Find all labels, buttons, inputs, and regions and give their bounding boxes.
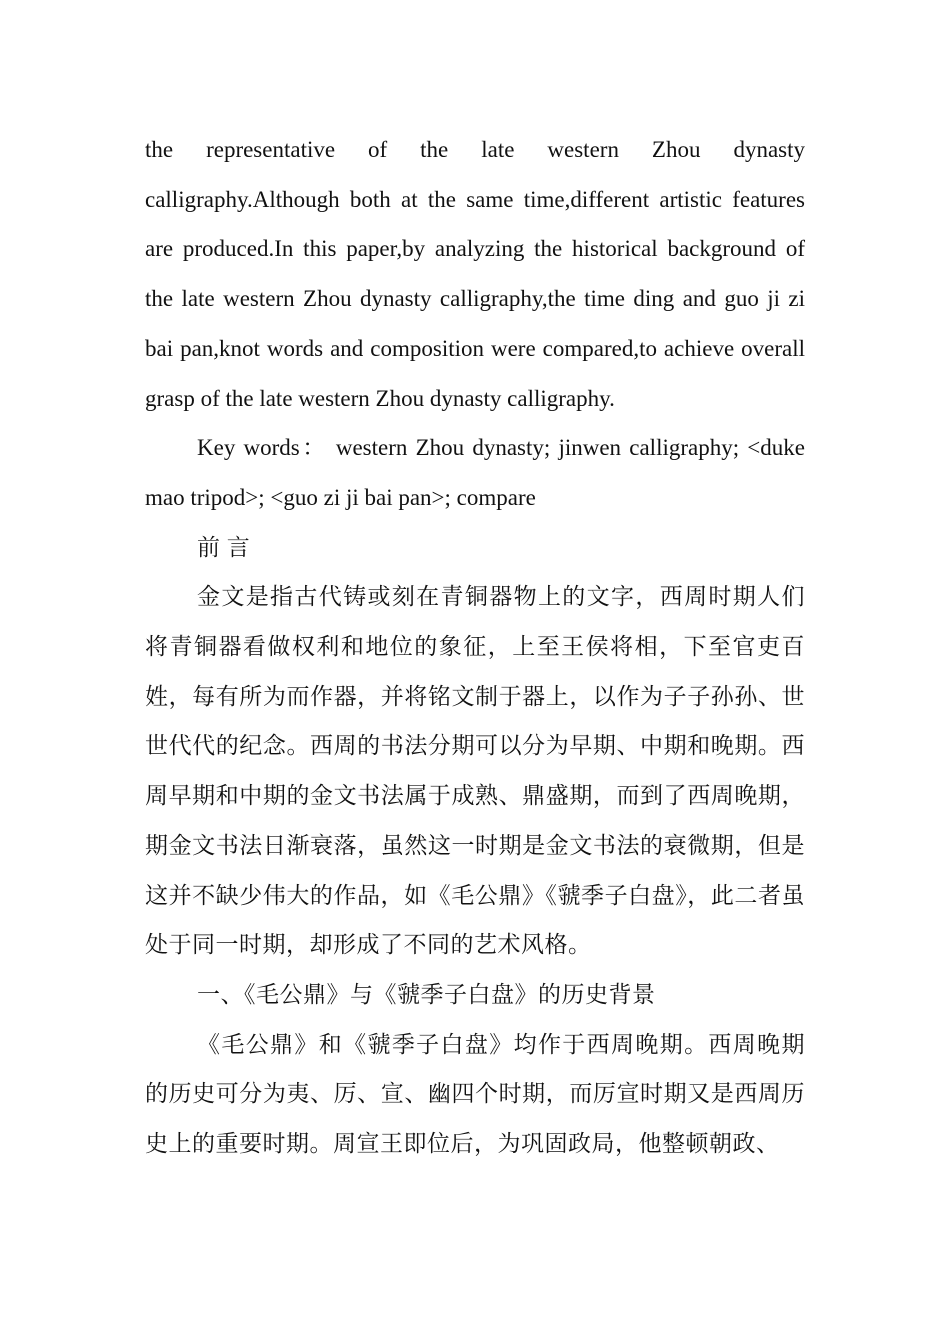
section-1-heading: 一、《毛公鼎》与《虢季子白盘》的历史背景 — [197, 981, 656, 1007]
preface-paragraph: 金文是指古代铸或刻在青铜器物上的文字，西周时期人们将青铜器看做权利和地位的象征，上至王侯将相，下至官吏百姓，每有所为而作器，并将铭文制于器上，以作为子子孙孙、世世代代的纪念。西周的书法分期可以分为早期、中期和晚期。西周早期和中期的金文书法属于成熟、鼎盛期，而到了西周晚期，期金文书法日渐衰落，虽然这一时期是金文书法的衰微期，但是这并不缺少伟大的作品，如《毛公鼎》《虢季子白盘》，此二者虽处于同一时期，却形成了不同的艺术风格。 — [145, 584, 805, 958]
abstract-paragraph: the representative of the late western Zhou dynasty calligraphy.Although both at the same time,different artistic features are produced.In this paper,by analyzing the historical background of the late western Zhou dynasty calligraphy,the time ding and guo ji zi bai pan,knot words and composition were compared,to achieve overall grasp of the late western Zhou dynasty calligraphy. — [145, 137, 805, 411]
document-page — [145, 125, 805, 1169]
section-1-paragraph: 《毛公鼎》和《虢季子白盘》均作于西周晚期。西周晚期的历史可分为夷、厉、宣、幽四个时期，而厉宣时期又是西周历史上的重要时期。周宣王即位后，为巩固政局，他整顿朝政、 — [145, 1031, 805, 1157]
keywords-paragraph: Key words： western Zhou dynasty; jinwen calligraphy; <duke mao tripod>; <guo zi ji bai pan>; compare — [145, 435, 805, 510]
preface-heading: 前 言 — [197, 534, 251, 560]
